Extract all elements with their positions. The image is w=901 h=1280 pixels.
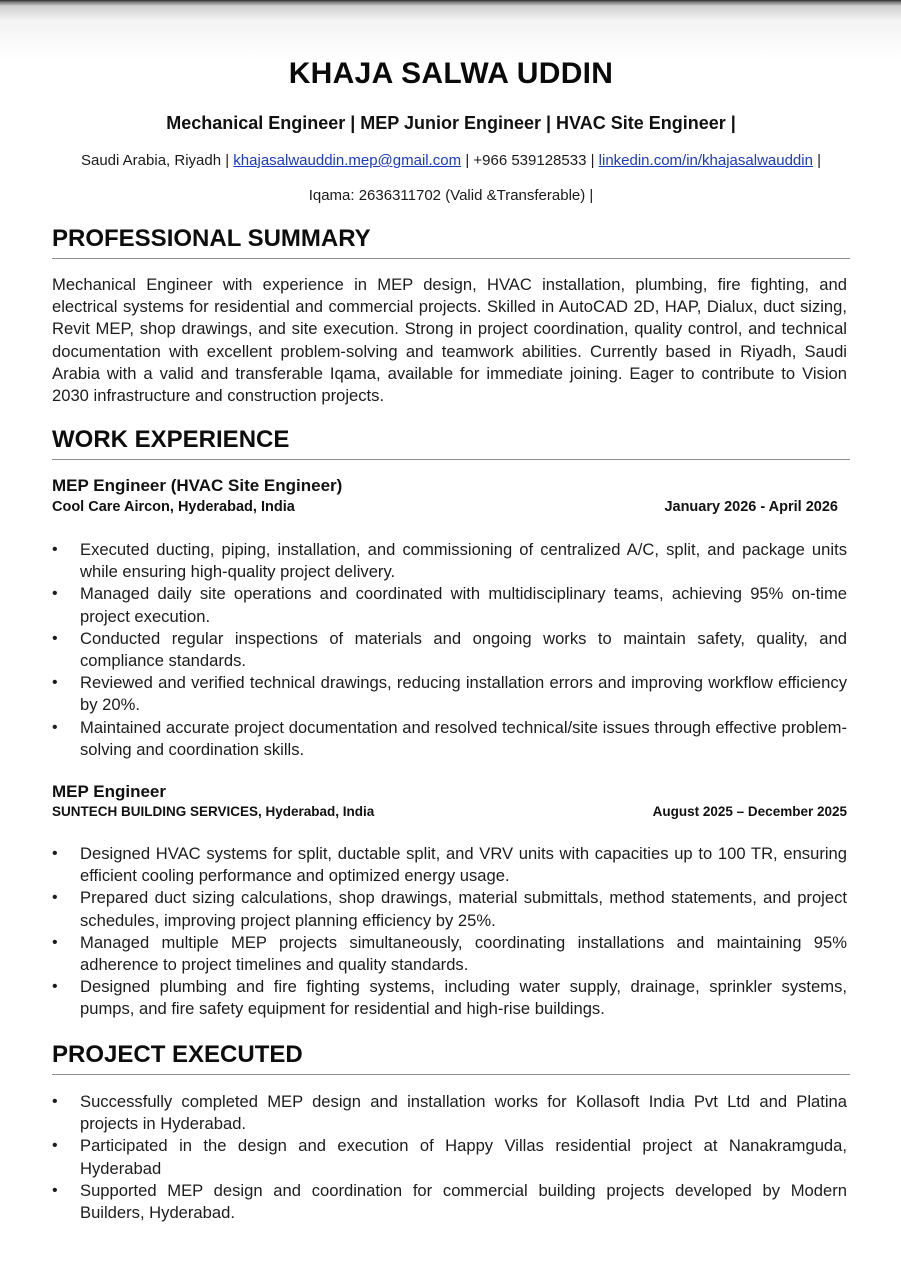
bullet-text: Managed daily site operations and coordinated with multidisciplinary teams, achieving 95% on-time project execution. — [80, 584, 847, 626]
summary-text: Mechanical Engineer with experience in MEP design, HVAC installation, plumbing, fire fighting, and electrical systems for residential and commercial projects. Skilled in AutoCAD 2D, HAP, Dialux, duct sizing, Revit MEP, shop drawings, and site execution. Strong in project coordination, quality control, and technical documentation with excellent problem-solving and teamwork abilities. Currently based in Riyadh, Saudi Arabia with a valid and transferable Iqama, available for immediate joining. Eager to contribute to Vision 2030 infrastructure and construction projects. — [52, 275, 847, 406]
list-item: • Successfully completed MEP design and installation works for Kollasoft India Pvt Ltd and Platina projects in Hyderabad. — [52, 1092, 847, 1134]
bullet-text: Participated in the design and execution of Happy Villas residential project at Nanakramguda, Hyderabad — [80, 1136, 847, 1178]
bullet-text: Reviewed and verified technical drawings, reducing installation errors and improving workflow efficiency by 20%. — [80, 673, 847, 715]
list-item: • Prepared duct sizing calculations, shop drawings, material submittals, method statements, and project schedules, improving project planning efficiency by 25%. — [52, 888, 847, 930]
list-item: • Maintained accurate project documentation and resolved technical/site issues through effective problem-solving and coordination skills. — [52, 717, 847, 759]
job-bullets — [52, 539, 847, 761]
bullet-text: Conducted regular inspections of materials and ongoing works to maintain safety, quality, and compliance standards. — [80, 628, 847, 671]
photo-top-shadow — [0, 0, 901, 60]
bullet-text: Successfully completed MEP design and installation works for Kollasoft India Pvt Ltd and Platina projects in Hyderabad. — [80, 1092, 847, 1134]
contact-line — [52, 152, 850, 169]
job-role: MEP Engineer (HVAC Site Engineer) — [52, 476, 343, 495]
list-item: • Executed ducting, piping, installation, and commissioning of centralized A/C, split, and package units while ensuring high-quality project delivery. — [52, 540, 847, 582]
list-item: • Conducted regular inspections of materials and ongoing works to maintain safety, quality, and compliance standards. — [52, 628, 847, 671]
bullet-text: Managed multiple MEP projects simultaneously, coordinating installations and maintaining 95% adherence to project timelines and quality standards. — [80, 932, 847, 975]
location-text: Saudi Arabia, Riyadh | — [80, 152, 230, 169]
job-company: Cool Care Aircon, Hyderabad, India — [52, 499, 295, 515]
list-item: • Managed daily site operations and coordinated with multidisciplinary teams, achieving 95% on-time project execution. — [52, 584, 847, 626]
section-title-summary: PROFESSIONAL SUMMARY — [52, 225, 850, 259]
job-company: SUNTECH BUILDING SERVICES, Hyderabad, India — [52, 804, 375, 819]
job-dates: January 2026 - April 2026 — [664, 499, 838, 515]
candidate-headline: Mechanical Engineer | MEP Junior Engineer | HVAC Site Engineer | — [166, 113, 736, 133]
list-item: • Supported MEP design and coordination for commercial building projects developed by Modern Builders, Hyderabad. — [52, 1180, 847, 1223]
list-item: • Designed HVAC systems for split, ductable split, and VRV units with capacities up to 100 TR, ensuring efficient cooling performance and optimized energy usage. — [52, 844, 847, 886]
list-item: • Designed plumbing and fire fighting systems, including water supply, drainage, sprinkler systems, pumps, and fire safety equipment for residential and high-rise buildings. — [52, 977, 847, 1019]
contact-separator: | — [817, 152, 822, 169]
bullet-text: Prepared duct sizing calculations, shop drawings, material submittals, method statements, and project schedules, improving project planning efficiency by 25%. — [80, 888, 847, 930]
bullet-text: Executed ducting, piping, installation, and commissioning of centralized A/C, split, and package units while ensuring high-quality project delivery. — [80, 540, 847, 582]
job-dates: August 2025 – December 2025 — [652, 804, 847, 819]
bullet-text: Designed HVAC systems for split, ductable split, and VRV units with capacities up to 100 TR, ensuring efficient cooling performance and optimized energy usage. — [80, 844, 847, 886]
list-item: • Reviewed and verified technical drawings, reducing installation errors and improving workflow efficiency by 20%. — [52, 673, 847, 715]
list-item: • Managed multiple MEP projects simultaneously, coordinating installations and maintaining 95% adherence to project timelines and quality standards. — [52, 932, 847, 975]
bullet-text: Designed plumbing and fire fighting systems, including water supply, drainage, sprinkler systems, pumps, and fire safety equipment for residential and high-rise buildings. — [80, 977, 847, 1019]
job-bullets — [52, 843, 847, 1021]
list-item: • Participated in the design and execution of Happy Villas residential project at Nanakramguda, Hyderabad — [52, 1136, 847, 1178]
bullet-text: Maintained accurate project documentation and resolved technical/site issues through effective problem-solving and coordination skills. — [80, 717, 847, 759]
iqama-line: Iqama: 2636311702 (Valid &Transferable) | — [308, 187, 594, 204]
email-link[interactable]: khajasalwauddin.mep@gmail.com — [233, 152, 462, 169]
job-role: MEP Engineer — [52, 782, 166, 801]
linkedin-link[interactable]: linkedin.com/in/khajasalwauddin — [598, 152, 813, 169]
section-title-projects: PROJECT EXECUTED — [52, 1041, 850, 1075]
bullet-text: Supported MEP design and coordination for commercial building projects developed by Modern Builders, Hyderabad. — [80, 1180, 847, 1223]
section-title-experience: WORK EXPERIENCE — [52, 426, 850, 460]
candidate-name: KHAJA SALWA UDDIN — [288, 57, 614, 90]
phone-text: | +966 539128533 | — [465, 152, 595, 169]
project-bullets — [52, 1091, 847, 1224]
